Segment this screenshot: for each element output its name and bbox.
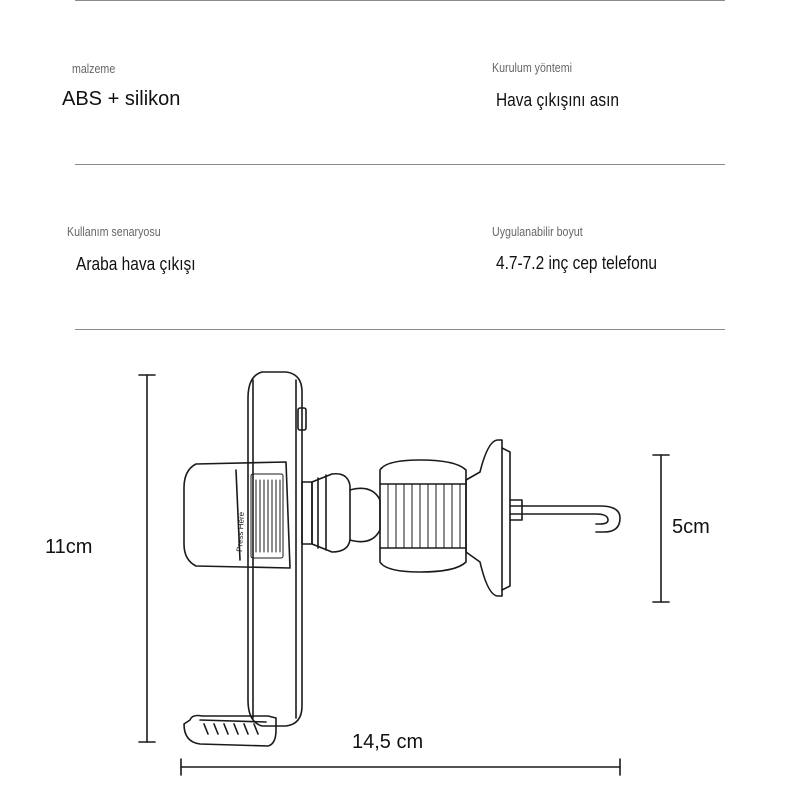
vent-cup: [466, 440, 510, 596]
spec-material-value: ABS + silikon: [62, 88, 181, 110]
ball-joint: [302, 474, 380, 552]
spec-size-value: 4.7-7.2 inç cep telefonu: [496, 253, 657, 273]
height-dimension-line: [139, 375, 155, 742]
depth-label: 5cm: [672, 516, 710, 538]
vent-hook: [510, 500, 620, 532]
holder-back-plate: [248, 372, 306, 726]
height-label: 11cm: [45, 536, 93, 558]
spec-scenario-label: Kullanım senaryosu: [67, 224, 161, 239]
spec-material-label: malzeme: [72, 61, 116, 76]
spec-scenario-value: Araba hava çıkışı: [76, 254, 196, 274]
spec-size-label: Uygulanabilir boyut: [492, 224, 583, 239]
bottom-foot: [184, 716, 276, 747]
knurled-knob: [380, 460, 466, 572]
width-label: 14,5 cm: [352, 731, 424, 753]
width-dimension-line: [181, 759, 620, 775]
depth-dimension-line: [653, 455, 669, 602]
grip-pad: [251, 474, 283, 558]
spec-install-label: Kurulum yöntemi: [492, 60, 572, 75]
press-here-text: Press Here: [235, 511, 247, 553]
side-clamp: [184, 462, 290, 568]
spec-install-value: Hava çıkışını asın: [496, 90, 620, 110]
